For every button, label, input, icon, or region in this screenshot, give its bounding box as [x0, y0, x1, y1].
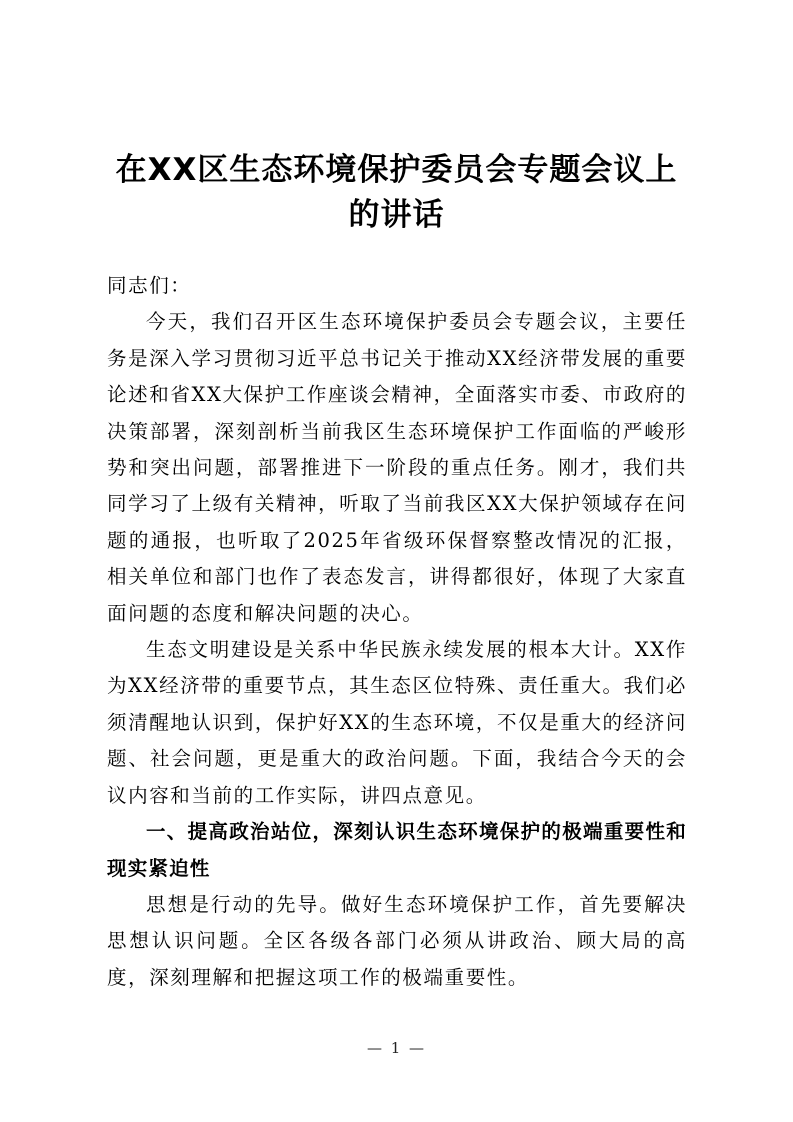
salutation: 同志们：: [107, 274, 192, 297]
document-body: [107, 268, 687, 996]
section-1-paragraph: 思想是行动的先导。做好生态环境保护工作，首先要解决思想认识问题。全区各级各部门必须从讲政治、顾大局的高度，深刻理解和把握这项工作的极端重要性。: [107, 892, 687, 989]
page-number: — 1 —: [366, 1039, 427, 1057]
paragraph-opening: 今天，我们召开区生态环境保护委员会专题会议，主要任务是深入学习贯彻习近平总书记关于推动XX经济带发展的重要论述和省XX大保护工作座谈会精神，全面落实市委、市政府的决策部署，深刻剖析当前我区生态环境保护工作面临的严峻形势和突出问题，部署推进下一阶段的重点任务。刚才，我们共同学习了上级有关精神，听取了当前我区XX大保护领域存在问题的通报，也听取了2025年省级环保督察整改情况的汇报，相关单位和部门也作了表态发言，讲得都很好，体现了大家直面问题的态度和解决问题的决心。: [107, 310, 687, 625]
document-title: 在XX区生态环境保护委员会专题会议上的讲话: [115, 152, 678, 233]
section-heading-1: 一、提高政治站位，深刻认识生态环境保护的极端重要性和现实紧迫性: [107, 820, 687, 880]
paragraph-context: 生态文明建设是关系中华民族永续发展的根本大计。XX作为XX经济带的重要节点，其生态区位特殊、责任重大。我们必须清醒地认识到，保护好XX的生态环境，不仅是重大的经济问题、社会问题，更是重大的政治问题。下面，我结合今天的会议内容和当前的工作实际，讲四点意见。: [107, 638, 687, 807]
